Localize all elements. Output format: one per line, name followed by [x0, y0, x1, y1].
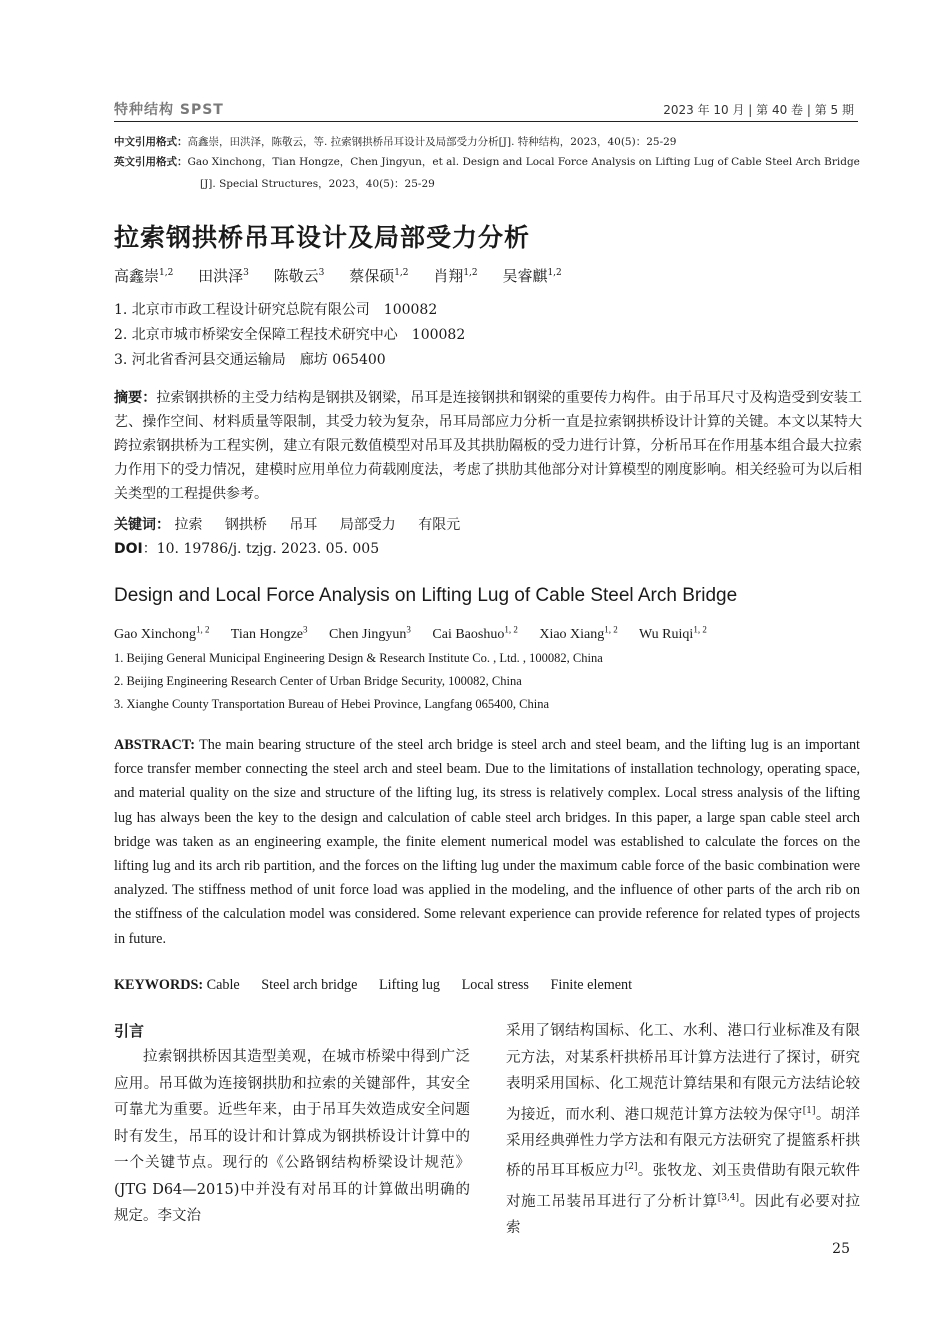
journal-logo: 特种结构 SPST	[114, 102, 224, 118]
body-paragraph-continued: 采用了钢结构国标、化工、水利、港口行业标准及有限元方法，对某系杆拱桥吊耳计算方法进行了探讨，研究表明采用国标、化工规范计算结果和有限元方法结论较为接近，而水利、港口规范计算方法较为保守[1]。胡洋采用经典弹性力学方法和有限元方法研究了提篮系杆拱桥的吊耳耳板应力[2]。张牧龙、刘玉贵借助有限元软件对施工吊装吊耳进行了分析计算[3,4]。因此有必要对拉索	[506, 1023, 861, 1236]
author: 田洪泽$^3$	[198, 267, 249, 285]
doi-label: DOI	[114, 541, 143, 557]
body-paragraph: 拉索钢拱桥因其造型美观，在城市桥梁中得到广泛应用。吊耳做为连接钢拱肋和拉索的关键部件，其安全可靠尤为重要。近些年来，由于吊耳失效造成安全问题时有发生，吊耳的设计和计算成为钢拱桥设计计算中的一个关键节点。现行的《公路钢结构桥梁设计规范》(JTG D64—2015)中并没有对吊耳的计算做出明确的规定。李文治	[114, 1049, 470, 1224]
author-en: Wu Ruiqi$^{1, 2}$	[639, 624, 707, 642]
affiliation-en-2: 2. Beijing Engineering Research Center of Urban Bridge Security, 100082, China	[114, 674, 522, 688]
author-en: Gao Xinchong$^{1, 2}$	[114, 624, 210, 642]
affiliation-en-3: 3. Xianghe County Transportation Bureau of Hebei Province, Langfang 065400, China	[114, 697, 549, 711]
issue-info: 2023 年 10 月 | 第 40 卷 | 第 5 期	[663, 103, 854, 117]
author: 吴睿麒$^{1,2}$	[502, 267, 562, 285]
affiliation-1: 1. 北京市市政工程设计研究总院有限公司 100082	[114, 302, 438, 318]
header-divider	[114, 121, 858, 122]
keyword-en: Local stress	[461, 977, 529, 993]
citation-cn-label: 中文引用格式：	[114, 136, 188, 148]
keyword-en: Cable	[206, 977, 240, 993]
affiliation-2: 2. 北京市城市桥梁安全保障工程技术研究中心 100082	[114, 327, 466, 343]
abstract-label: 摘要：	[114, 390, 157, 406]
abstract-en-label: ABSTRACT:	[114, 737, 195, 753]
citation-en	[114, 151, 864, 195]
doi	[114, 538, 379, 558]
abstract-en	[114, 733, 860, 951]
keywords-cn	[114, 514, 478, 534]
author: 陈敬云$^3$	[273, 267, 325, 285]
paper-title: 拉索钢拱桥吊耳设计及局部受力分析	[114, 223, 531, 252]
citation-en-label: 英文引用格式：	[114, 156, 188, 168]
abstract-cn	[114, 386, 862, 506]
body-column-left	[114, 1018, 470, 1230]
author-en: Chen Jingyun$^3$	[329, 624, 411, 642]
citation-en-text-2: [J]. Special Structures，2023，40(5)：25-29	[200, 178, 435, 190]
abstract-en-text: The main bearing structure of the steel arch bridge is steel arch and steel beam, and the lifting lug is an important force transfer member connecting the steel arch and steel beam. Due to the limitations of installation technology, operating space, and material quality on the size and structure of the lifting lug, its stress is relatively complex. Local stress analysis of the lifting lug has always been the key to the design and calculation of cable steel arch bridges. In this paper, a large span cable steel arch bridge was taken as an engineering example, the finite element numerical model was established to calculate the forces on the lifting lug and its arch rib partition, and the forces on the lifting lug under the maximum cable force of the basic combination were analyzed. The stiffness method of unit force load was applied in the modeling, and the influence of other parts of the arch rib on the stiffness of the calculation model was considered. Some relevant experience can provide reference for related types of projects in future.	[114, 737, 860, 947]
author-en: Xiao Xiang$^{1, 2}$	[539, 624, 618, 642]
keyword: 钢拱桥	[224, 517, 267, 533]
keyword: 拉索	[174, 517, 203, 533]
reference-marker: [2]	[624, 1162, 638, 1173]
author: 蔡保硕$^{1,2}$	[349, 267, 409, 285]
keyword: 局部受力	[339, 517, 396, 533]
author-en: Tian Hongze$^3$	[230, 624, 308, 642]
keyword: 有限元	[418, 517, 461, 533]
citation-cn-text: 高鑫崇，田洪泽，陈敬云，等. 拉索钢拱桥吊耳设计及局部受力分析[J]. 特种结构，2023，40(5)：25-29	[187, 136, 677, 148]
keyword-en: Finite element	[550, 977, 633, 993]
author: 肖翔$^{1,2}$	[433, 267, 478, 285]
author-list	[114, 265, 582, 286]
keyword-en: Lifting lug	[378, 977, 441, 993]
body-column-right	[506, 1018, 860, 1241]
affiliation-3: 3. 河北省香河县交通运输局 廊坊 065400	[114, 352, 386, 368]
keyword-en: Steel arch bridge	[261, 977, 358, 993]
affiliation-en-1: 1. Beijing General Municipal Engineering Design & Research Institute Co. , Ltd. , 100082, China	[114, 651, 603, 665]
paper-title-en: Design and Local Force Analysis on Lifting Lug of Cable Steel Arch Bridge	[114, 585, 738, 606]
reference-marker: [1]	[802, 1105, 816, 1116]
abstract-text: 拉索钢拱桥的主受力结构是钢拱及钢梁，吊耳是连接钢拱和钢梁的重要传力构件。由于吊耳尺寸及构造受到安装工艺、操作空间、材料质量等限制，其受力较为复杂，吊耳局部应力分析一直是拉索钢拱桥设计计算的关键。本文以某特大跨拉索钢拱桥为工程实例，建立有限元数值模型对吊耳及其拱肋隔板的受力进行计算，分析吊耳在作用基本组合最大拉索力作用下的受力情况，建模时应用单位力荷载刚度法，考虑了拱肋其他部分对计算模型的刚度影响。相关经验可为以后相关类型的工程提供参考。	[114, 390, 863, 502]
keyword: 吊耳	[289, 517, 318, 533]
keywords-en-label: KEYWORDS:	[114, 977, 204, 993]
author-list-en	[114, 624, 725, 643]
citation-en-text-1: Gao Xinchong，Tian Hongze，Chen Jingyun，et al. Design and Local Force Analysis on Lifting Lug of Cable Steel Arch Bridge	[187, 156, 860, 168]
citation-cn	[114, 131, 864, 153]
section-title: 引言	[114, 1022, 145, 1040]
reference-marker: [3,4]	[717, 1192, 740, 1203]
doi-text: ：10. 19786/j. tzjg. 2023. 05. 005	[142, 541, 380, 557]
keywords-en	[114, 977, 650, 994]
author-en: Cai Baoshuo$^{1, 2}$	[432, 624, 518, 642]
keywords-label: 关键词：	[114, 517, 170, 533]
author: 高鑫崇$^{1,2}$	[114, 267, 174, 285]
page-number: 25	[832, 1241, 850, 1257]
